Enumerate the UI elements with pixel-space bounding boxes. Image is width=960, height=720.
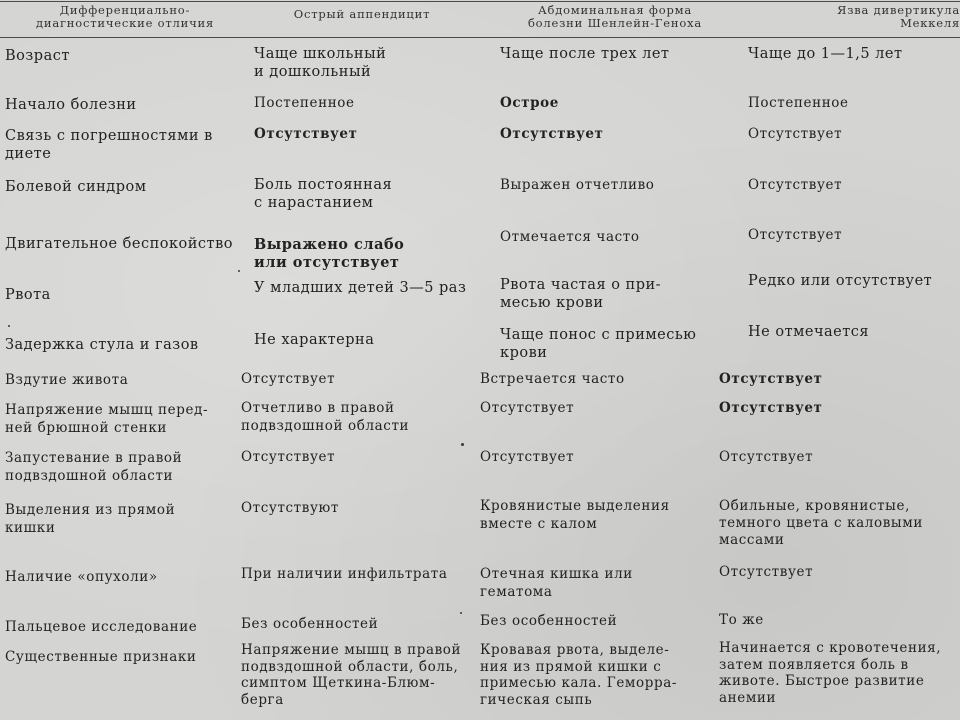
table-row-appendicitis: При наличии инфильтрата	[241, 566, 448, 582]
header-top-rule	[0, 1, 960, 2]
table-row-sign: Вздутие живота	[5, 372, 129, 388]
table-row-appendicitis: У младших детей 3—5 раз	[254, 280, 467, 296]
table-row-appendicitis: Не характерна	[254, 332, 375, 348]
table-row-henoch: Отечная кишка или гематома	[480, 566, 633, 600]
table-row-appendicitis: Отсутствуют	[241, 500, 339, 516]
table-row-henoch: Острое	[500, 95, 559, 111]
table-row-sign: Задержка стула и газов	[5, 337, 199, 353]
table-row-appendicitis: Боль постоянная с нарастанием	[254, 177, 393, 211]
table-row-appendicitis: Отсутствует	[254, 126, 358, 142]
table-row-henoch: Чаще после трех лет	[500, 46, 670, 62]
table-row-sign: Напряжение мышц перед- ней брюшной стенки	[5, 402, 209, 436]
table-row-meckel: Отсутствует	[748, 126, 843, 142]
table-row-sign: Начало болезни	[5, 97, 137, 113]
table-row-sign: Возраст	[5, 48, 70, 64]
table-row-meckel: Обильные, кровянистые, темного цвета с каловыми массами	[719, 498, 923, 548]
header-col-henoch-schonlein: Абдоминальная форма болезни Шенлейн-Геноха	[527, 3, 703, 30]
table-row-sign: Рвота	[5, 287, 51, 303]
table-row-appendicitis: Постепенное	[254, 95, 355, 111]
header-col-meckel-ulcer: Язва дивертикула Меккеля	[837, 3, 960, 30]
table-row-sign: Выделения из прямой кишки	[5, 502, 176, 536]
table-row-sign: Связь с погрешностями в диете	[5, 128, 213, 162]
header-col-differential-signs: Дифференциально- диагностические отличия	[35, 3, 215, 30]
table-row-henoch: Кровянистые выделения вместе с калом	[480, 498, 670, 532]
table-row-meckel: Постепенное	[748, 95, 849, 111]
table-row-meckel: Отсутствует	[748, 227, 843, 243]
table-row-sign: Наличие «опухоли»	[5, 569, 158, 585]
scan-speck	[461, 443, 464, 446]
table-row-meckel: Отсутствует	[719, 371, 823, 387]
table-row-henoch: Чаще понос с примесью крови	[500, 327, 697, 361]
table-row-meckel: Чаще до 1—1,5 лет	[748, 46, 903, 62]
header-bottom-rule	[0, 37, 960, 38]
table-row-henoch: Отсутствует	[500, 126, 604, 142]
table-row-appendicitis: Выражено слабо или отсутствует	[254, 236, 405, 271]
table-row-meckel: Отсутствует	[748, 177, 843, 193]
scan-speck	[460, 612, 462, 614]
table-row-meckel: То же	[719, 612, 764, 628]
table-row-henoch: Отсутствует	[480, 449, 575, 465]
table-row-sign: Существенные признаки	[5, 649, 197, 665]
table-row-meckel: Начинается с кровотечения, затем появляется боль в животе. Быстрое развитие анемии	[719, 640, 942, 706]
table-row-meckel: Не отмечается	[748, 324, 870, 340]
table-row-appendicitis: Напряжение мышц в правой подвздошной области, боль, симптом Щеткина-Блюм- берга	[241, 642, 462, 708]
table-row-appendicitis: Чаще школьный и дошкольный	[254, 46, 387, 80]
header-col-acute-appendicitis: Острый аппендицит	[293, 7, 431, 21]
table-row-appendicitis: Отчетливо в правой подвздошной области	[241, 400, 410, 434]
table-row-henoch: Рвота частая о при- месью крови	[500, 277, 662, 311]
table-row-meckel: Отсутствует	[719, 400, 823, 416]
scan-speck	[238, 270, 240, 272]
table-row-henoch: Встречается часто	[480, 371, 625, 387]
table-row-appendicitis: Отсутствует	[241, 449, 336, 465]
table-row-henoch: Отмечается часто	[500, 229, 640, 245]
table-row-appendicitis: Отсутствует	[241, 371, 336, 387]
table-row-sign: Болевой синдром	[5, 179, 147, 195]
table-row-henoch: Отсутствует	[480, 400, 575, 416]
table-row-meckel: Отсутствует	[719, 564, 814, 580]
table-row-meckel: Отсутствует	[719, 449, 814, 465]
table-row-sign: Двигательное беспокойство	[5, 236, 233, 252]
table-row-appendicitis: Без особенностей	[241, 616, 379, 632]
table-row-henoch: Без особенностей	[480, 613, 618, 629]
table-row-sign: Пальцевое исследование	[5, 619, 198, 635]
table-row-meckel: Редко или отсутствует	[748, 273, 933, 289]
table-row-henoch: Выражен отчетливо	[500, 177, 655, 193]
scan-speck	[8, 325, 10, 327]
table-row-sign: Запустевание в правой подвздошной области	[5, 450, 183, 484]
table-row-henoch: Кровавая рвота, выделе- ния из прямой кишки с примесью кала. Геморра- гическая сыпь	[480, 642, 678, 708]
